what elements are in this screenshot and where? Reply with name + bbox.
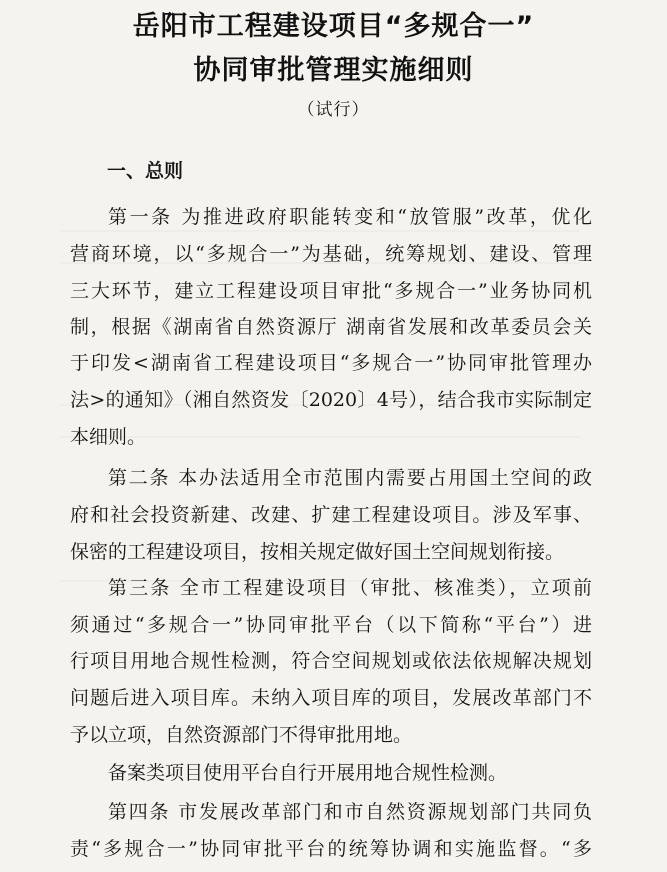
text-line: 保密的工程建设项目，按相关规定做好国土空间规划衔接。 — [70, 541, 565, 563]
text-line: 制，根据《湖南省自然资源厅 湖南省发展和改革委员会关 — [70, 316, 592, 338]
text-line: 行项目用地合规性检测，符合空间规划或依法依规解决规划 — [70, 650, 592, 672]
text-line: 府和社会投资新建、改建、扩建工程建设项目。涉及军事、 — [70, 504, 592, 526]
document-title-line2: 协同审批管理实施细则 — [193, 55, 474, 86]
section-heading: 一、总则 — [107, 160, 184, 182]
text-line: 本细则。 — [70, 426, 147, 448]
text-line: 问题后进入项目库。未纳入项目库的项目，发展改革部门不 — [70, 687, 592, 709]
text-line: 予以立项，自然资源部门不得审批用地。 — [70, 724, 413, 746]
text-line: 三大环节，建立工程建设项目审批“多规合一”业务协同机 — [70, 280, 592, 302]
text-line: 于印发<湖南省工程建设项目“多规合一”协同审批管理办 — [70, 352, 592, 374]
text-line: 第四条 市发展改革部门和市自然资源规划部门共同负 — [108, 801, 592, 823]
document-subtitle: （试行） — [297, 100, 370, 120]
text-line: 营商环境，以“多规合一”为基础，统筹规划、建设、管理 — [70, 243, 592, 265]
text-line: 第二条 本办法适用全市范围内需要占用国土空间的政 — [108, 467, 592, 489]
text-line: 责“多规合一”协同审批平台的统筹协调和实施监督。“多 — [70, 838, 592, 860]
text-line: 第一条 为推进政府职能转变和“放管服”改革，优化 — [108, 206, 592, 228]
document-title-line1: 岳阳市工程建设项目“多规合一” — [132, 11, 535, 42]
text-line: 须通过“多规合一”协同审批平台（以下简称“平台”）进 — [70, 614, 592, 636]
text-line: 备案类项目使用平台自行开展用地合规性检测。 — [108, 762, 508, 784]
text-line: 第三条 全市工程建设项目（审批、核准类），立项前 — [108, 577, 592, 599]
text-line: 法>的通知》（湘自然资发〔2020〕4号），结合我市实际制定 — [70, 389, 592, 411]
